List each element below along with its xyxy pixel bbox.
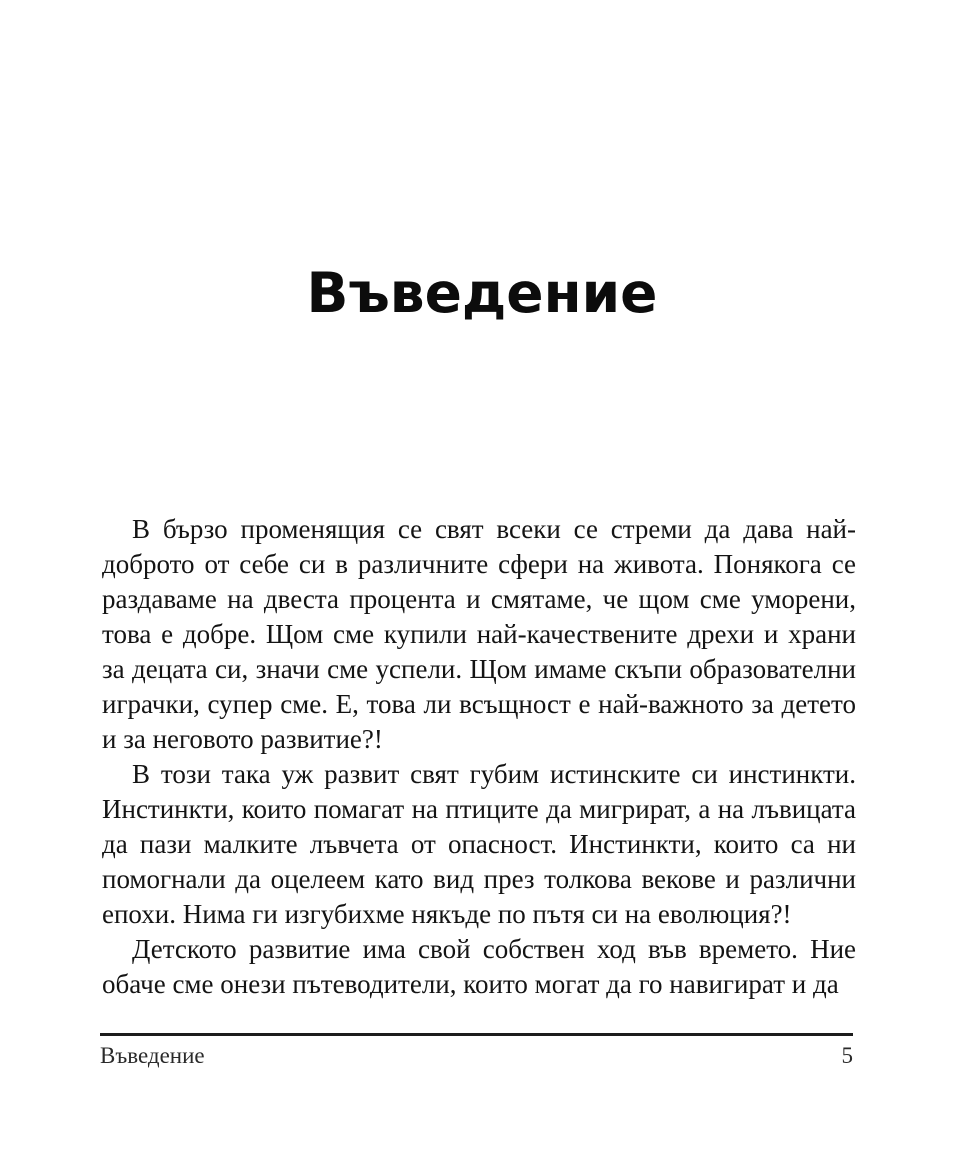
footer-section-label: Въведение (100, 1043, 205, 1068)
page-footer (100, 1042, 853, 1070)
footer-rule (100, 1033, 853, 1036)
paragraph: В този така уж развит свят губим истинските си инстинкти. Инстинкти, които помагат на птиците да мигрират, а на лъвицата да пази малките лъвчета от опасност. Инстинкти, които са ни помогнали да оцелеем като вид през толкова векове и различни епохи. Нима ги изгубихме някъде по пътя си на еволюция?! (102, 759, 856, 929)
paragraph: Детското развитие има свой собствен ход във времето. Ние обаче сме онези пътеводители, които могат да го навигират и да (102, 934, 856, 999)
body-text (102, 512, 856, 1002)
footer-page-number: 5 (841, 1043, 853, 1068)
chapter-title: Въведение (306, 261, 658, 325)
paragraph: В бързо променящия се свят всеки се стреми да дава най-доброто от себе си в различните сфери на живота. Понякога се раздаваме на двеста процента и смятаме, че щом сме уморени, това е добре. Щом сме купили най-качествените дрехи и храни за децата си, значи сме успели. Щом имаме скъпи образователни играчки, супер сме. Е, това ли всъщност е най-важното за детето и за неговото развитие?! (102, 514, 856, 754)
